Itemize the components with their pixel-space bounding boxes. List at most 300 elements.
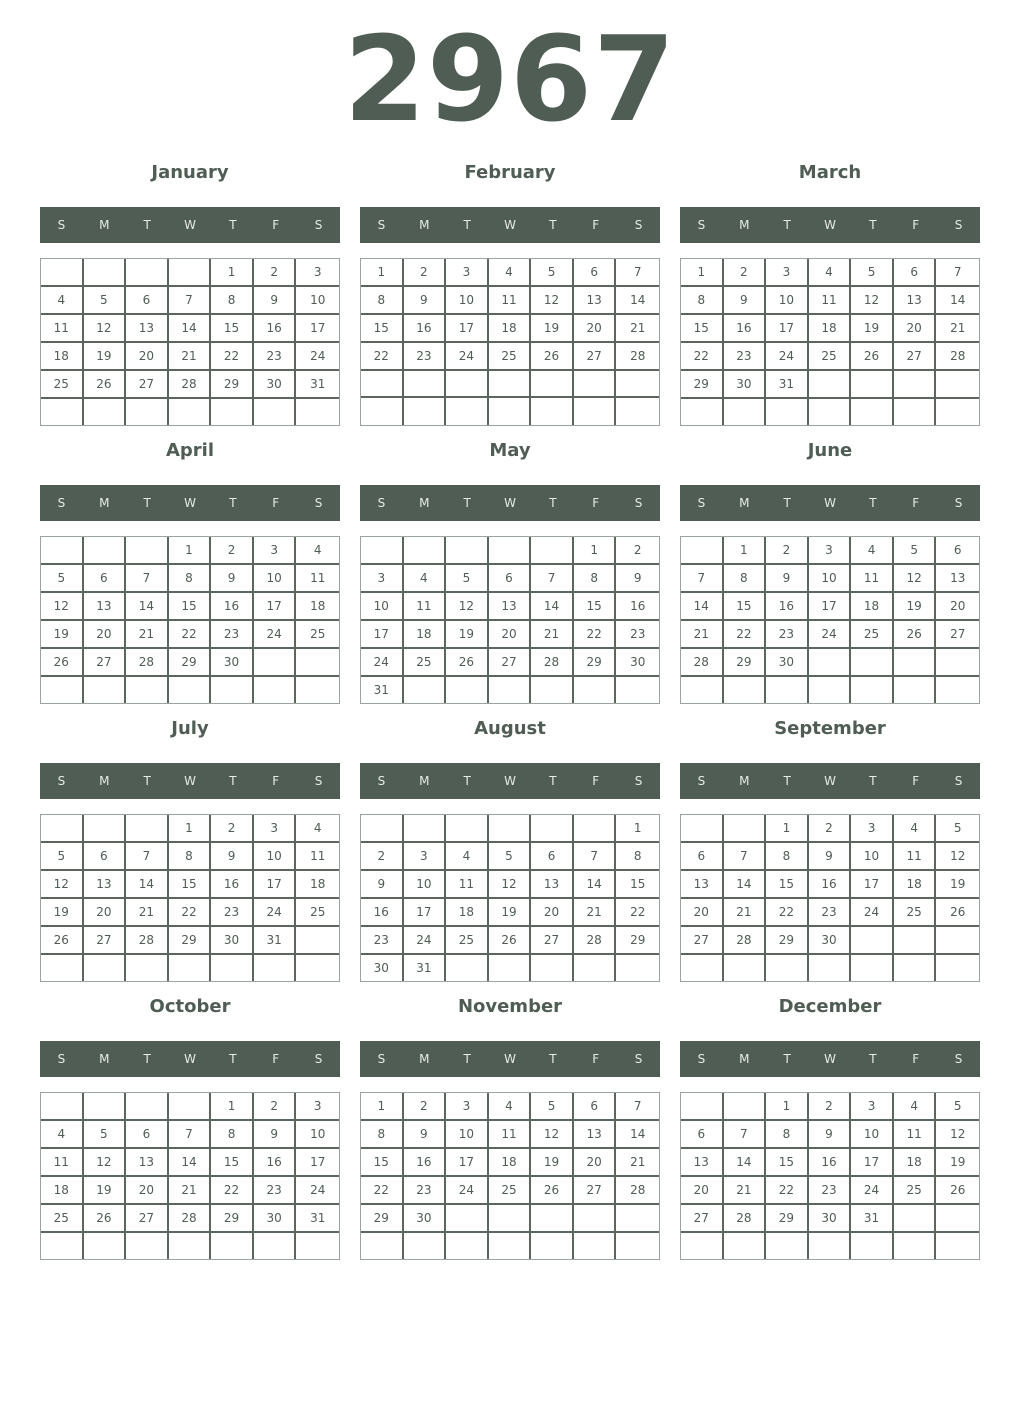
- day-cell: 7: [169, 287, 212, 315]
- day-cell: 23: [809, 1177, 852, 1205]
- empty-cell: [616, 371, 659, 398]
- empty-cell: [84, 677, 127, 703]
- day-cell: 20: [126, 1177, 169, 1205]
- weekday-label: T: [143, 218, 151, 232]
- weekday-label: T: [783, 496, 791, 510]
- empty-cell: [41, 259, 84, 287]
- day-cell: 19: [84, 1177, 127, 1205]
- weekday-label: T: [229, 774, 237, 788]
- empty-cell: [681, 1233, 724, 1259]
- day-cell: 2: [724, 259, 767, 287]
- day-cell: 7: [616, 1093, 659, 1121]
- empty-cell: [361, 815, 404, 843]
- empty-cell: [894, 399, 937, 425]
- day-cell: 7: [169, 1121, 212, 1149]
- empty-cell: [41, 1233, 84, 1259]
- day-cell: 23: [211, 621, 254, 649]
- weekday-label: T: [549, 218, 557, 232]
- day-cell: 14: [169, 315, 212, 343]
- day-cell: 28: [616, 1177, 659, 1205]
- day-cell: 13: [894, 287, 937, 315]
- weekday-label: F: [912, 1052, 920, 1066]
- day-cell: 29: [616, 927, 659, 955]
- day-cell: 3: [809, 537, 852, 565]
- empty-cell: [574, 1205, 617, 1233]
- empty-cell: [809, 649, 852, 677]
- empty-cell: [489, 398, 532, 425]
- day-cell: 12: [84, 315, 127, 343]
- empty-cell: [894, 1233, 937, 1259]
- empty-cell: [404, 1233, 447, 1259]
- day-cell: 20: [574, 1149, 617, 1177]
- day-cell: 6: [936, 537, 979, 565]
- day-cell: 16: [361, 899, 404, 927]
- day-cell: 18: [894, 871, 937, 899]
- day-cell: 19: [41, 899, 84, 927]
- weekday-label: W: [184, 1052, 196, 1066]
- day-cell: 12: [489, 871, 532, 899]
- day-cell: 3: [446, 259, 489, 287]
- day-grid: [680, 814, 980, 982]
- day-cell: 28: [574, 927, 617, 955]
- day-cell: 5: [531, 259, 574, 287]
- empty-cell: [126, 537, 169, 565]
- day-cell: 30: [254, 1205, 297, 1233]
- day-cell: 27: [681, 927, 724, 955]
- day-cell: 23: [361, 927, 404, 955]
- day-cell: 1: [724, 537, 767, 565]
- day-cell: 14: [616, 1121, 659, 1149]
- day-cell: 21: [681, 621, 724, 649]
- day-cell: 18: [489, 1149, 532, 1177]
- weekday-label: W: [504, 1052, 516, 1066]
- day-cell: 10: [361, 593, 404, 621]
- day-cell: 18: [41, 1177, 84, 1205]
- weekday-label: T: [783, 1052, 791, 1066]
- day-cell: 24: [254, 621, 297, 649]
- day-cell: 4: [296, 537, 339, 565]
- day-cell: 6: [84, 565, 127, 593]
- day-cell: 21: [724, 899, 767, 927]
- empty-cell: [254, 649, 297, 677]
- empty-cell: [724, 1093, 767, 1121]
- day-cell: 3: [361, 565, 404, 593]
- day-cell: 20: [489, 621, 532, 649]
- empty-cell: [724, 955, 767, 981]
- empty-cell: [616, 955, 659, 981]
- empty-cell: [894, 955, 937, 981]
- empty-cell: [766, 677, 809, 703]
- day-cell: 8: [766, 843, 809, 871]
- empty-cell: [126, 815, 169, 843]
- day-cell: 1: [169, 815, 212, 843]
- day-cell: 30: [809, 1205, 852, 1233]
- day-cell: 5: [894, 537, 937, 565]
- day-cell: 11: [41, 315, 84, 343]
- day-cell: 22: [169, 899, 212, 927]
- day-cell: 13: [489, 593, 532, 621]
- day-cell: 17: [296, 1149, 339, 1177]
- weekday-label: S: [57, 774, 66, 788]
- empty-cell: [531, 398, 574, 425]
- day-cell: 14: [574, 871, 617, 899]
- weekday-label: F: [912, 774, 920, 788]
- day-cell: 15: [681, 315, 724, 343]
- empty-cell: [296, 1233, 339, 1259]
- day-cell: 6: [126, 287, 169, 315]
- day-cell: 23: [254, 1177, 297, 1205]
- day-cell: 22: [211, 1177, 254, 1205]
- day-cell: 2: [361, 843, 404, 871]
- day-cell: 23: [254, 343, 297, 371]
- day-cell: 12: [41, 593, 84, 621]
- day-cell: 20: [574, 315, 617, 343]
- day-cell: 5: [489, 843, 532, 871]
- weekday-label: T: [869, 218, 877, 232]
- empty-cell: [936, 1233, 979, 1259]
- day-cell: 23: [724, 343, 767, 371]
- day-cell: 31: [296, 371, 339, 399]
- day-cell: 18: [851, 593, 894, 621]
- weekday-label: F: [272, 496, 280, 510]
- day-cell: 27: [574, 343, 617, 371]
- weekday-header: [360, 207, 660, 243]
- day-cell: 3: [296, 1093, 339, 1121]
- weekday-label: S: [954, 496, 963, 510]
- empty-cell: [404, 677, 447, 703]
- empty-cell: [361, 371, 404, 398]
- empty-cell: [41, 1093, 84, 1121]
- day-cell: 3: [851, 1093, 894, 1121]
- weekday-label: W: [184, 774, 196, 788]
- day-cell: 24: [404, 927, 447, 955]
- day-cell: 6: [84, 843, 127, 871]
- day-cell: 3: [446, 1093, 489, 1121]
- day-cell: 15: [169, 871, 212, 899]
- day-cell: 16: [254, 315, 297, 343]
- empty-cell: [41, 955, 84, 981]
- month-name: February: [464, 162, 556, 183]
- day-grid: [680, 536, 980, 704]
- day-cell: 22: [724, 621, 767, 649]
- day-cell: 20: [84, 899, 127, 927]
- day-cell: 25: [446, 927, 489, 955]
- empty-cell: [254, 1233, 297, 1259]
- day-cell: 7: [616, 259, 659, 287]
- empty-cell: [446, 1205, 489, 1233]
- day-cell: 27: [84, 649, 127, 677]
- day-cell: 30: [809, 927, 852, 955]
- empty-cell: [681, 399, 724, 425]
- day-cell: 10: [851, 1121, 894, 1149]
- day-grid: [680, 1092, 980, 1260]
- weekday-label: F: [592, 218, 600, 232]
- day-cell: 10: [296, 1121, 339, 1149]
- day-cell: 12: [936, 1121, 979, 1149]
- day-cell: 10: [446, 1121, 489, 1149]
- weekday-label: T: [549, 496, 557, 510]
- day-cell: 28: [681, 649, 724, 677]
- day-cell: 3: [766, 259, 809, 287]
- day-cell: 16: [724, 315, 767, 343]
- day-cell: 25: [489, 1177, 532, 1205]
- day-cell: 21: [724, 1177, 767, 1205]
- day-cell: 28: [126, 927, 169, 955]
- day-cell: 17: [361, 621, 404, 649]
- day-cell: 17: [446, 1149, 489, 1177]
- day-cell: 10: [446, 287, 489, 315]
- weekday-label: M: [99, 1052, 110, 1066]
- day-cell: 4: [404, 565, 447, 593]
- day-cell: 18: [41, 343, 84, 371]
- empty-cell: [681, 955, 724, 981]
- empty-cell: [84, 1093, 127, 1121]
- day-cell: 28: [531, 649, 574, 677]
- day-cell: 2: [211, 815, 254, 843]
- day-cell: 30: [361, 955, 404, 981]
- day-cell: 1: [681, 259, 724, 287]
- weekday-label: S: [314, 218, 323, 232]
- day-cell: 31: [404, 955, 447, 981]
- month-name: November: [457, 996, 563, 1017]
- day-cell: 19: [936, 871, 979, 899]
- day-cell: 2: [809, 815, 852, 843]
- weekday-label: S: [954, 1052, 963, 1066]
- day-cell: 4: [41, 287, 84, 315]
- day-cell: 21: [616, 315, 659, 343]
- day-cell: 27: [894, 343, 937, 371]
- empty-cell: [446, 955, 489, 981]
- empty-cell: [616, 1205, 659, 1233]
- weekday-label: W: [504, 496, 516, 510]
- empty-cell: [211, 399, 254, 425]
- day-cell: 2: [404, 259, 447, 287]
- day-cell: 24: [361, 649, 404, 677]
- empty-cell: [936, 1205, 979, 1233]
- day-cell: 14: [724, 1149, 767, 1177]
- weekday-label: S: [377, 496, 386, 510]
- day-cell: 11: [809, 287, 852, 315]
- day-cell: 19: [531, 315, 574, 343]
- day-cell: 22: [766, 899, 809, 927]
- day-cell: 31: [766, 371, 809, 399]
- day-cell: 29: [361, 1205, 404, 1233]
- day-cell: 24: [851, 1177, 894, 1205]
- weekday-label: T: [463, 774, 471, 788]
- empty-cell: [84, 1233, 127, 1259]
- day-cell: 7: [531, 565, 574, 593]
- weekday-header: [40, 763, 340, 799]
- day-cell: 12: [851, 287, 894, 315]
- day-cell: 25: [851, 621, 894, 649]
- weekday-label: T: [783, 218, 791, 232]
- empty-cell: [126, 399, 169, 425]
- day-cell: 10: [809, 565, 852, 593]
- day-cell: 29: [169, 649, 212, 677]
- day-cell: 9: [809, 843, 852, 871]
- weekday-label: T: [549, 774, 557, 788]
- day-cell: 10: [766, 287, 809, 315]
- weekday-label: M: [419, 774, 430, 788]
- empty-cell: [404, 537, 447, 565]
- empty-cell: [681, 815, 724, 843]
- day-cell: 21: [616, 1149, 659, 1177]
- day-cell: 25: [296, 899, 339, 927]
- day-cell: 12: [41, 871, 84, 899]
- empty-cell: [894, 1205, 937, 1233]
- day-cell: 15: [766, 871, 809, 899]
- empty-cell: [169, 1233, 212, 1259]
- day-cell: 19: [84, 343, 127, 371]
- empty-cell: [936, 371, 979, 399]
- empty-cell: [254, 399, 297, 425]
- day-cell: 4: [489, 1093, 532, 1121]
- day-cell: 20: [936, 593, 979, 621]
- day-cell: 30: [211, 927, 254, 955]
- empty-cell: [446, 815, 489, 843]
- day-cell: 6: [531, 843, 574, 871]
- month-name: July: [171, 718, 209, 739]
- empty-cell: [361, 1233, 404, 1259]
- day-cell: 8: [681, 287, 724, 315]
- day-cell: 9: [254, 287, 297, 315]
- empty-cell: [211, 955, 254, 981]
- day-cell: 5: [84, 287, 127, 315]
- weekday-label: M: [419, 218, 430, 232]
- empty-cell: [851, 371, 894, 399]
- weekday-label: W: [824, 1052, 836, 1066]
- empty-cell: [446, 677, 489, 703]
- empty-cell: [574, 371, 617, 398]
- day-cell: 25: [296, 621, 339, 649]
- weekday-header: [360, 763, 660, 799]
- weekday-label: M: [739, 774, 750, 788]
- day-cell: 17: [851, 871, 894, 899]
- day-cell: 9: [616, 565, 659, 593]
- empty-cell: [766, 1233, 809, 1259]
- empty-cell: [531, 955, 574, 981]
- empty-cell: [489, 1233, 532, 1259]
- day-cell: 4: [894, 815, 937, 843]
- empty-cell: [296, 677, 339, 703]
- weekday-label: T: [143, 496, 151, 510]
- day-cell: 30: [724, 371, 767, 399]
- day-cell: 29: [169, 927, 212, 955]
- day-cell: 1: [766, 1093, 809, 1121]
- empty-cell: [446, 371, 489, 398]
- day-cell: 27: [84, 927, 127, 955]
- day-cell: 8: [574, 565, 617, 593]
- empty-cell: [126, 955, 169, 981]
- month-name: December: [778, 996, 882, 1017]
- year-title: 2967: [343, 10, 677, 148]
- day-cell: 13: [936, 565, 979, 593]
- empty-cell: [254, 955, 297, 981]
- empty-cell: [404, 371, 447, 398]
- day-cell: 25: [894, 899, 937, 927]
- day-cell: 3: [254, 537, 297, 565]
- empty-cell: [851, 677, 894, 703]
- day-cell: 3: [254, 815, 297, 843]
- day-cell: 22: [361, 343, 404, 371]
- empty-cell: [531, 677, 574, 703]
- empty-cell: [126, 677, 169, 703]
- day-cell: 15: [169, 593, 212, 621]
- day-cell: 17: [766, 315, 809, 343]
- day-cell: 15: [361, 315, 404, 343]
- day-cell: 13: [681, 871, 724, 899]
- empty-cell: [809, 1233, 852, 1259]
- empty-cell: [851, 649, 894, 677]
- day-cell: 7: [126, 565, 169, 593]
- weekday-label: S: [954, 774, 963, 788]
- day-cell: 12: [894, 565, 937, 593]
- day-grid: [360, 1092, 660, 1260]
- day-cell: 28: [616, 343, 659, 371]
- empty-cell: [894, 649, 937, 677]
- weekday-label: S: [634, 218, 643, 232]
- empty-cell: [681, 537, 724, 565]
- empty-cell: [809, 677, 852, 703]
- day-cell: 30: [766, 649, 809, 677]
- day-cell: 27: [126, 371, 169, 399]
- weekday-label: T: [869, 496, 877, 510]
- day-cell: 6: [489, 565, 532, 593]
- day-cell: 6: [574, 1093, 617, 1121]
- day-cell: 30: [616, 649, 659, 677]
- empty-cell: [681, 1093, 724, 1121]
- weekday-header: [40, 1041, 340, 1077]
- day-cell: 2: [766, 537, 809, 565]
- weekday-label: W: [504, 774, 516, 788]
- day-grid: [40, 536, 340, 704]
- day-cell: 13: [126, 315, 169, 343]
- day-cell: 26: [531, 1177, 574, 1205]
- day-cell: 19: [936, 1149, 979, 1177]
- day-cell: 28: [126, 649, 169, 677]
- day-cell: 20: [84, 621, 127, 649]
- day-cell: 8: [616, 843, 659, 871]
- day-cell: 31: [254, 927, 297, 955]
- weekday-label: F: [272, 1052, 280, 1066]
- day-cell: 7: [936, 259, 979, 287]
- day-cell: 26: [531, 343, 574, 371]
- weekday-label: F: [912, 218, 920, 232]
- day-cell: 8: [211, 1121, 254, 1149]
- empty-cell: [574, 1233, 617, 1259]
- day-cell: 1: [361, 259, 404, 287]
- day-cell: 14: [681, 593, 724, 621]
- day-cell: 4: [851, 537, 894, 565]
- day-cell: 3: [296, 259, 339, 287]
- weekday-label: S: [377, 218, 386, 232]
- day-cell: 12: [84, 1149, 127, 1177]
- weekday-label: F: [592, 496, 600, 510]
- day-cell: 17: [404, 899, 447, 927]
- weekday-label: S: [57, 496, 66, 510]
- day-cell: 21: [531, 621, 574, 649]
- day-cell: 5: [84, 1121, 127, 1149]
- day-cell: 8: [724, 565, 767, 593]
- day-cell: 30: [211, 649, 254, 677]
- day-cell: 24: [254, 899, 297, 927]
- day-cell: 17: [254, 871, 297, 899]
- day-cell: 22: [766, 1177, 809, 1205]
- empty-cell: [169, 955, 212, 981]
- day-cell: 17: [851, 1149, 894, 1177]
- day-cell: 5: [41, 843, 84, 871]
- day-cell: 18: [489, 315, 532, 343]
